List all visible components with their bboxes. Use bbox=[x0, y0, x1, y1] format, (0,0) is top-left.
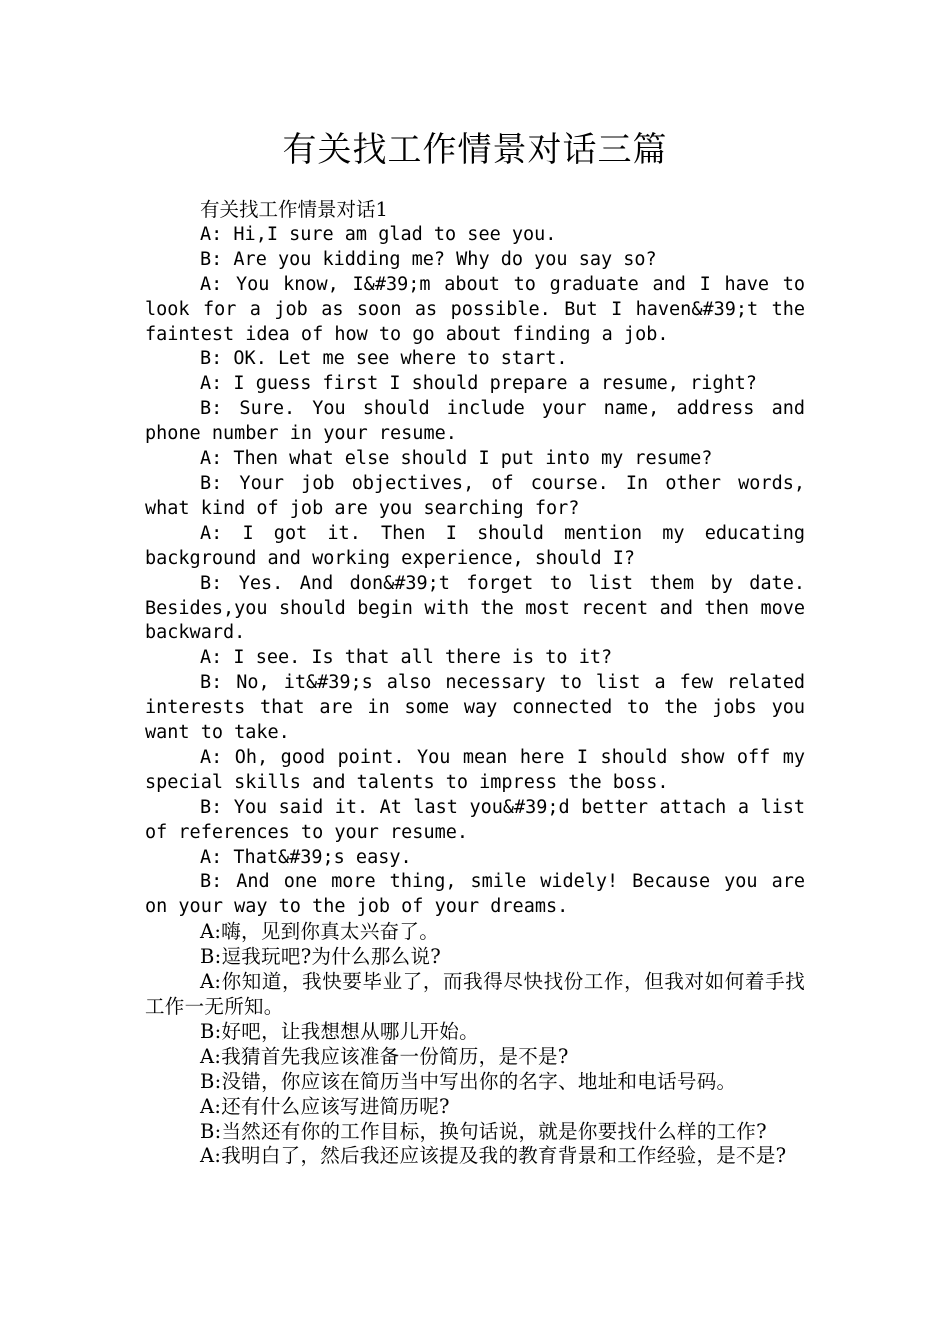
dialogue-line: A: I got it. Then I should mention my educating background and working experience, should I? bbox=[145, 522, 805, 569]
dialogue-line-cn: B:当然还有你的工作目标，换句话说，就是你要找什么样的工作? bbox=[200, 1119, 767, 1143]
dialogue-line: A: That&#39;s easy. bbox=[200, 846, 412, 868]
dialogue-line: B: Sure. You should include your name, address and phone number in your resume. bbox=[145, 398, 805, 445]
dialogue-line: B: Your job objectives, of course. In other words, what kind of job are you searching for? bbox=[145, 472, 805, 519]
dialogue-line: B: Are you kidding me? Why do you say so? bbox=[200, 248, 657, 270]
document-body bbox=[145, 198, 805, 1169]
dialogue-line-cn: A:还有什么应该写进简历呢? bbox=[200, 1094, 450, 1118]
dialogue-line-cn: A:你知道，我快要毕业了，而我得尽快找份工作，但我对如何着手找工作一无所知。 bbox=[145, 970, 805, 1018]
dialogue-line-cn: B:没错，你应该在简历当中写出你的名字、地址和电话号码。 bbox=[200, 1069, 737, 1093]
dialogue-line: B: Yes. And don&#39;t forget to list them by date. Besides,you should begin with the most recent and then move backward. bbox=[145, 572, 805, 644]
dialogue-line: A: I guess first I should prepare a resume, right? bbox=[200, 373, 757, 395]
dialogue-line-cn: A:我猜首先我应该准备一份简历，是不是? bbox=[200, 1044, 569, 1068]
dialogue-line-cn: B:好吧，让我想想从哪儿开始。 bbox=[200, 1019, 479, 1043]
dialogue-line: A: Oh, good point. You mean here I should show off my special skills and talents to impress the boss. bbox=[145, 746, 805, 793]
dialogue-line-cn: A:我明白了，然后我还应该提及我的教育背景和工作经验，是不是? bbox=[200, 1144, 787, 1168]
dialogue-line: A: You know, I&#39;m about to graduate and I have to look for a job as soon as possible. But I haven&#39;t the faintest idea of how to go about finding a job. bbox=[145, 273, 805, 345]
document-title: 有关找工作情景对话三篇 bbox=[282, 130, 668, 170]
dialogue-line: A: Hi,I sure am glad to see you. bbox=[200, 223, 557, 245]
section-heading: 有关找工作情景对话1 bbox=[200, 198, 388, 221]
dialogue-line-cn: B:逗我玩吧?为什么那么说? bbox=[200, 945, 442, 969]
dialogue-line-cn: A:嗨，见到你真太兴奋了。 bbox=[200, 920, 440, 944]
dialogue-line: B: No, it&#39;s also necessary to list a few related interests that are in some way connected to the jobs you want to take. bbox=[145, 672, 805, 744]
dialogue-line: B: OK. Let me see where to start. bbox=[200, 348, 568, 370]
dialogue-line: A: I see. Is that all there is to it? bbox=[200, 647, 613, 669]
dialogue-line: B: And one more thing, smile widely! Because you are on your way to the job of your dreams. bbox=[145, 871, 805, 918]
dialogue-line: B: You said it. At last you&#39;d better attach a list of references to your resume. bbox=[145, 796, 805, 843]
dialogue-line: A: Then what else should I put into my resume? bbox=[200, 448, 713, 470]
